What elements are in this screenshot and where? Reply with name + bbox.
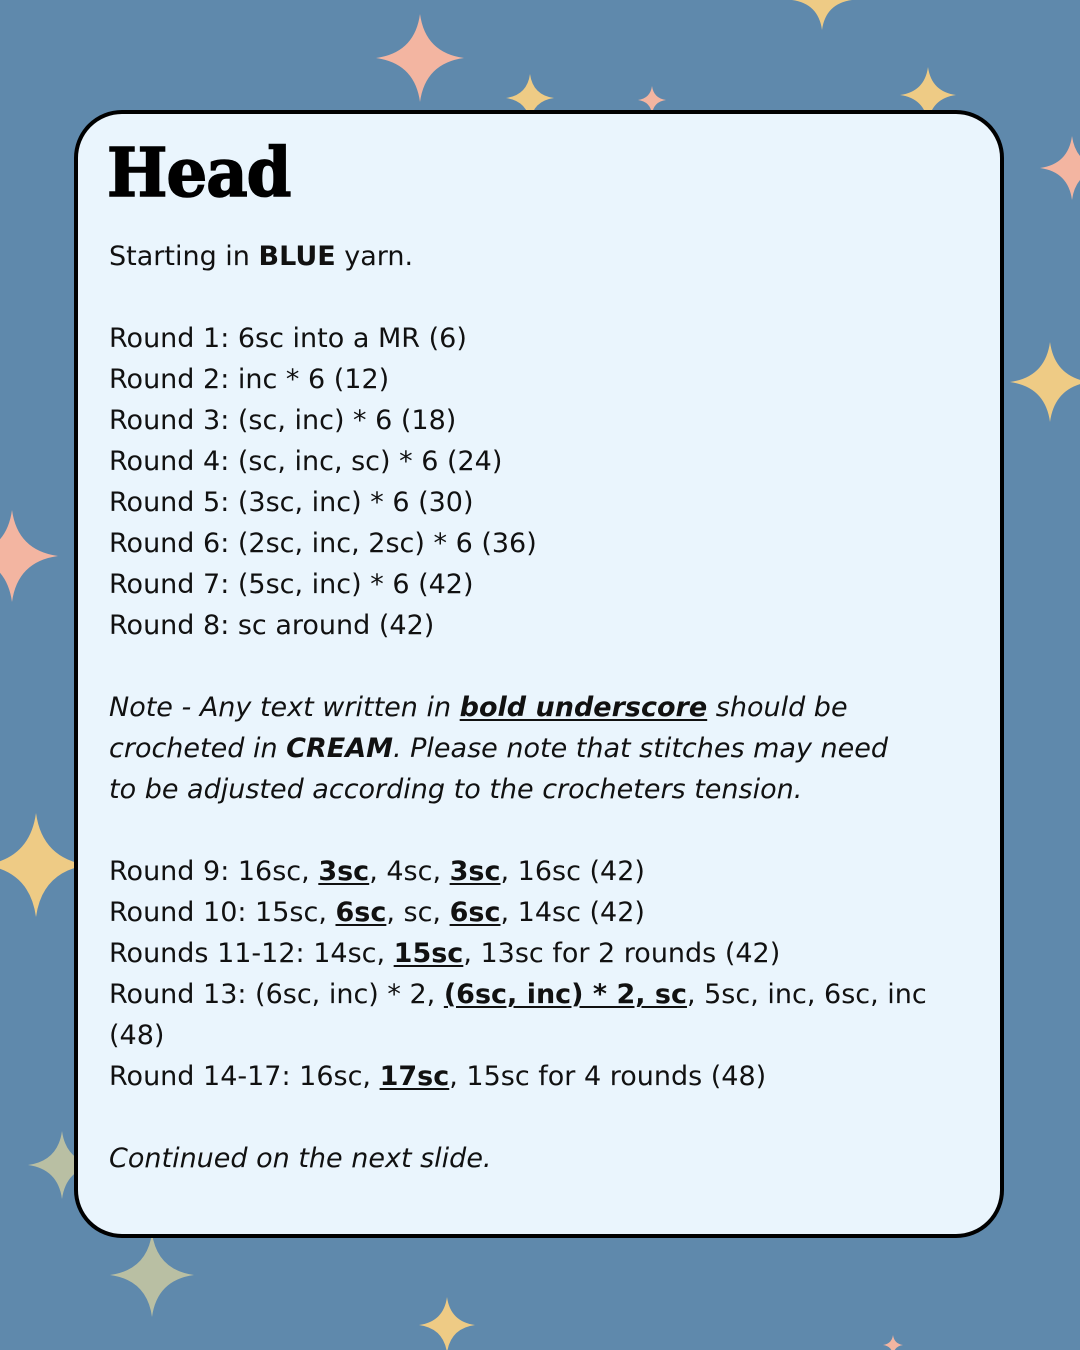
round-text: Round 9: 16sc, (109, 856, 319, 887)
round-line: Round 3: (sc, inc) * 6 (18) (109, 405, 457, 436)
round-13-line (109, 974, 969, 1015)
sparkle-star-icon (792, 0, 852, 30)
cream-stitches: 17sc (379, 1061, 450, 1092)
sparkle-star-icon (0, 510, 58, 602)
yarn-color: BLUE (258, 241, 336, 272)
pattern-text (109, 236, 969, 1179)
round-text: Round 10: 15sc, (109, 897, 336, 928)
round-text: Round 13: (6sc, inc) * 2, (109, 979, 444, 1010)
round-line: Round 4: (sc, inc, sc) * 6 (24) (109, 446, 503, 477)
note-text: should be (707, 692, 848, 723)
round-11-line (109, 933, 969, 974)
round-line: Round 8: sc around (42) (109, 610, 435, 641)
note-text: to be adjusted according to the crocheters tension. (109, 774, 803, 805)
sparkle-star-icon (110, 1233, 194, 1317)
round-text: , 4sc, (369, 856, 450, 887)
round-line: Round 2: inc * 6 (12) (109, 364, 390, 395)
round-text: , 16sc (42) (500, 856, 645, 887)
intro-before: Starting in (109, 241, 259, 272)
cream-stitches: 3sc (318, 856, 370, 887)
note-text: . Please note that stitches may need (392, 733, 889, 764)
round-text: , 14sc (42) (500, 897, 645, 928)
round-text: Rounds 11-12: 14sc, (109, 938, 394, 969)
cream-color: CREAM (286, 733, 393, 764)
round-9-line (109, 851, 969, 892)
sparkle-star-icon (1010, 342, 1080, 422)
round-line: Round 5: (3sc, inc) * 6 (30) (109, 487, 474, 518)
note-text: crocheted in (109, 733, 287, 764)
cream-stitches: 6sc (335, 897, 387, 928)
round-10-line (109, 892, 969, 933)
cream-note (109, 687, 969, 810)
round-text: , 5sc, inc, 6sc, inc (686, 979, 927, 1010)
round-line: Round 6: (2sc, inc, 2sc) * 6 (36) (109, 528, 537, 559)
intro-line (109, 236, 969, 277)
cream-stitches: (6sc, inc) * 2, sc (443, 979, 687, 1010)
note-emphasis: bold underscore (459, 692, 708, 723)
cream-stitches: 15sc (393, 938, 464, 969)
cream-stitches: 6sc (449, 897, 501, 928)
sparkle-star-icon (419, 1297, 475, 1350)
round-text: , 13sc for 2 rounds (42) (463, 938, 781, 969)
round-13-count: (48) (109, 1020, 165, 1051)
round-text: , 15sc for 4 rounds (48) (449, 1061, 767, 1092)
sparkle-star-icon (883, 1335, 903, 1350)
intro-after: yarn. (335, 241, 414, 272)
sparkle-star-icon (376, 14, 464, 102)
cream-stitches: 3sc (449, 856, 501, 887)
sparkle-star-icon (1040, 136, 1080, 200)
round-text: Round 14-17: 16sc, (109, 1061, 380, 1092)
round-line: Round 7: (5sc, inc) * 6 (42) (109, 569, 474, 600)
note-text: Note - Any text written in (109, 692, 460, 723)
round-line: Round 1: 6sc into a MR (6) (109, 323, 467, 354)
page-title: Head (107, 134, 291, 213)
round-text: , sc, (386, 897, 450, 928)
round-14-line (109, 1056, 969, 1097)
continued-note: Continued on the next slide. (109, 1143, 492, 1174)
